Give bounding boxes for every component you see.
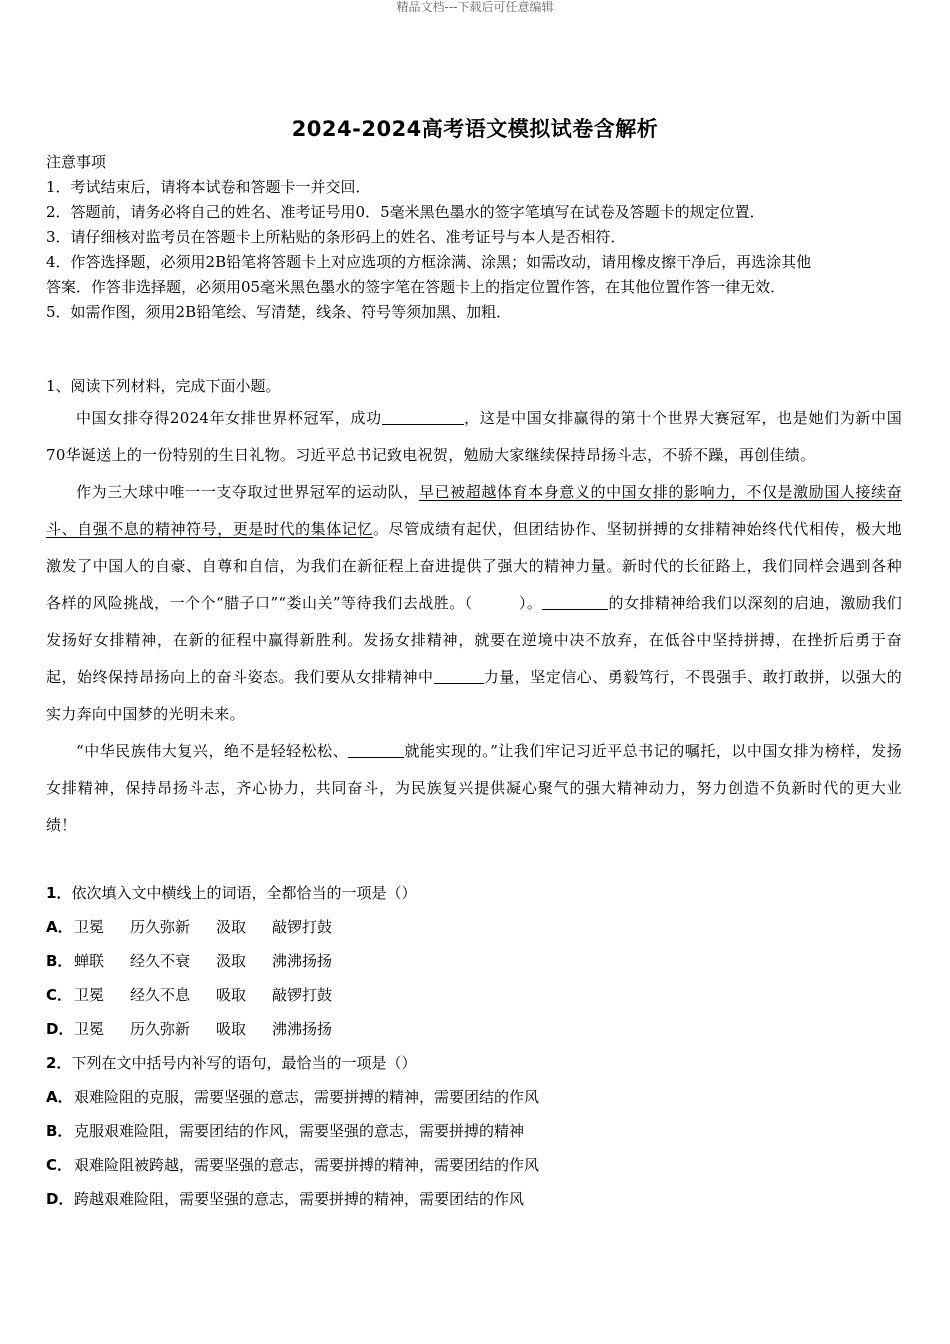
notes-section [46, 150, 906, 325]
option-word: 经久不衰 [130, 952, 191, 970]
reading-intro: 1、阅读下列材料，完成下面小题。 [46, 377, 281, 395]
fill-blank [434, 665, 484, 684]
option-word: 历久弥新 [130, 918, 191, 936]
notes-item: 2．答题前，请务必将自己的姓名、准考证号用0．5毫米黑色墨水的签字笔填写在试卷及答题卡的规定位置． [46, 203, 765, 221]
q2-option-d [46, 1182, 906, 1216]
article-paragraph-3 [46, 733, 902, 844]
option-word: 卫冕 [74, 918, 105, 936]
question-number: 1． [46, 884, 72, 902]
option-label: C． [46, 1156, 73, 1174]
option-label: A． [46, 918, 73, 936]
option-word: 卫冕 [74, 986, 105, 1004]
question-number: 2． [46, 1054, 72, 1072]
notes-item: 5．如需作图，须用2B铅笔绘、写清楚，线条、符号等须加黑、加粗． [46, 303, 512, 321]
article-paragraph-2 [46, 474, 902, 733]
option-word: 沸沸扬扬 [272, 952, 333, 970]
article-text: 中国女排夺得2024年女排世界杯冠军，成功 [76, 409, 382, 427]
notes-heading: 注意事项 [46, 153, 107, 171]
notes-item: 3．请仔细核对监考员在答题卡上所粘贴的条形码上的姓名、准考证号与本人是否相符． [46, 228, 626, 246]
article-text: 就能实现的。”让我们牢记习近平总书记的嘱托，以中国女排为榜样，发扬女排精神，保持昂扬斗志，齐心协力，共同奋斗，为民族复兴提供凝心聚气的强大精神动力，努力创造不负新时代的更大业绩！ [46, 742, 903, 834]
fill-blank [382, 406, 464, 425]
article-text: 力量，坚定信心、勇毅笃行，不畏强手、敢打敢拼，以强大的实力奔向中国梦的光明未来。 [46, 668, 902, 723]
option-label: C． [46, 986, 73, 1004]
question-1-stem [46, 876, 906, 910]
option-word: 汲取 [216, 952, 247, 970]
article-text: ，这是中国女排赢得的第十个世界大赛冠军，也是她们为新中国70华诞送上的一份特别的生日礼物。习近平总书记致电祝贺，勉励大家继续保持昂扬斗志，不骄不躁，再创佳绩。 [46, 409, 902, 464]
underlined-sentence: 早已被超越体育本身意义的中国女排的影响力，不仅是激励国人接续奋斗、自强不息的精神符号，更是时代的集体记忆 [46, 483, 902, 538]
notes-item: 4．作答选择题，必须用2B铅笔将答题卡上对应选项的方框涂满、涂黑；如需改动，请用橡皮擦干净后，再选涂其他 [46, 253, 812, 271]
q1-option-c [46, 978, 906, 1012]
option-word: 汲取 [216, 918, 247, 936]
fill-blank [348, 739, 404, 758]
option-text: 跨越艰难险阻，需要坚强的意志，需要拼搏的精神，需要团结的作风 [74, 1190, 525, 1208]
option-word: 敲锣打鼓 [272, 918, 333, 936]
option-word: 卫冕 [74, 1020, 105, 1038]
reading-article [46, 400, 902, 844]
question-text: 下列在文中括号内补写的语句，最恰当的一项是（） [71, 1054, 417, 1072]
q2-option-b [46, 1114, 906, 1148]
option-label: B． [46, 952, 73, 970]
option-text: 艰难险阻被跨越，需要坚强的意志，需要拼搏的精神，需要团结的作风 [74, 1156, 540, 1174]
q1-option-a [46, 910, 906, 944]
option-label: B． [46, 1122, 73, 1140]
header-note: 精品文档---下载后可任意编辑 [396, 0, 554, 14]
article-text: 的女排精神给我们以深刻的启迪，激励我们发扬好女排精神，在新的征程中赢得新胜利。发扬女排精神，就要在逆境中决不放弃，在低谷中坚持拼搏，在挫折后勇于奋起，始终保持昂扬向上的奋斗姿态。我们要从女排精神中 [46, 594, 902, 686]
option-label: A． [46, 1088, 73, 1106]
article-text: 。尽管成绩有起伏，但团结协作、坚韧拼搏的女排精神始终代代相传，极大地激发了中国人的自豪、自尊和自信，为我们在新征程上奋进提供了强大的精神力量。新时代的长征路上，我们同样会遇到各种各样的风险挑战，一个个“腊子口”“娄山关”等待我们去战胜。（ ）。 [46, 520, 902, 612]
article-text: 作为三大球中唯一一支夺取过世界冠军的运动队， [76, 483, 419, 501]
option-text: 克服艰难险阻，需要团结的作风，需要坚强的意志，需要拼搏的精神 [74, 1122, 525, 1140]
notes-item: 1．考试结束后，请将本试卷和答题卡一并交回． [46, 178, 371, 196]
question-2-stem [46, 1046, 906, 1080]
questions-section [46, 876, 906, 1216]
option-text: 艰难险阻的克服，需要坚强的意志，需要拼搏的精神，需要团结的作风 [74, 1088, 540, 1106]
option-label: D． [46, 1020, 74, 1038]
article-paragraph-1 [46, 400, 902, 474]
fill-blank [542, 591, 608, 610]
question-text: 依次填入文中横线上的词语，全都恰当的一项是（） [71, 884, 417, 902]
option-word: 敲锣打鼓 [272, 986, 333, 1004]
option-word: 蝉联 [74, 952, 105, 970]
option-word: 吸取 [216, 1020, 247, 1038]
notes-item: 答案．作答非选择题，必须用05毫米黑色墨水的签字笔在答题卡上的指定位置作答，在其他位置作答一律无效． [46, 278, 786, 296]
article-text: “中华民族伟大复兴，绝不是轻轻松松、 [76, 742, 349, 760]
option-word: 吸取 [216, 986, 247, 1004]
option-word: 历久弥新 [130, 1020, 191, 1038]
q1-option-d [46, 1012, 906, 1046]
option-word: 经久不息 [130, 986, 191, 1004]
q1-option-b [46, 944, 906, 978]
q2-option-a [46, 1080, 906, 1114]
page-title: 2024-2024高考语文模拟试卷含解析 [291, 117, 659, 141]
option-label: D． [46, 1190, 74, 1208]
option-word: 沸沸扬扬 [272, 1020, 333, 1038]
q2-option-c [46, 1148, 906, 1182]
